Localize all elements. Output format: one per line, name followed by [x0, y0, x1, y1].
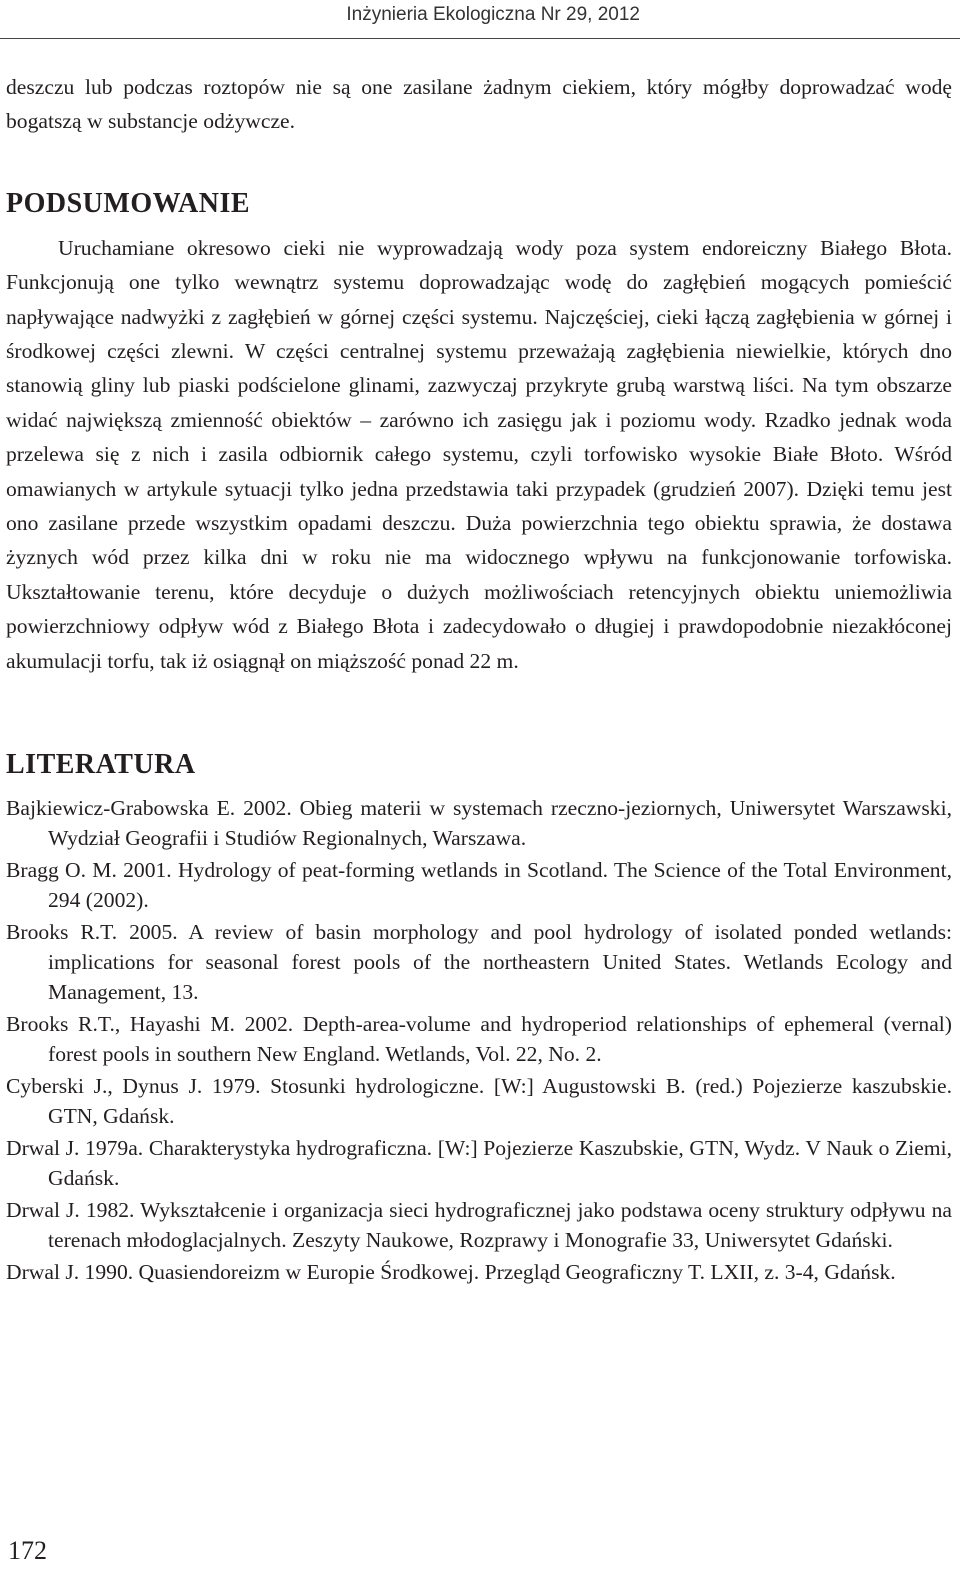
- intro-paragraph: deszczu lub podczas roztopów nie są one zasilane żadnym ciekiem, który mógłby doprowadzać wodę bogatszą w substancje odżywcze.: [6, 75, 952, 134]
- summary-paragraph: Uruchamiane okresowo cieki nie wyprowadzają wody poza system endoreiczny Białego Błota. Funkcjonują one tylko wewnątrz systemu doprowadzając wodę do zagłębień mogących pomieścić napływające nadwyżki z zagłębień w górnej części systemu. Najczęściej, cieki łączą zagłębienia w górnej i środkowej części zlewni. W części centralnej systemu przeważają zagłębienia niewielkie, których dno stanowią gliny lub piaski podścielone glinami, zazwyczaj przykryte grubą warstwą liści. Na tym obszarze widać największą zmienność obiektów – zarówno ich zasięgu jak i poziomu wody. Rzadko jednak woda przelewa się z nich i zasila odbiornik całego systemu, czyli torfowisko wysokie Białe Błoto. Wśród omawianych w artykule sytuacji tylko jedna przedstawia taki przypadek (grudzień 2007). Dzięki temu jest ono zasilane przede wszystkim opadami deszczu. Duża powierzchnia tego obiektu sprawia, że dostawa żyznych wód przez kilka dni w roku nie ma widocznego wpływu na funkcjonowanie torfowiska. Ukształtowanie terenu, które decyduje o dużych możliwościach retencyjnych obiektu uniemożliwia powierzchniowy odpływ wód z Białego Błota i zadecydowało o długiej i prawdopodobnie niezakłóconej akumulacji torfu, tak iż osiągnął on miąższość ponad 22 m.: [6, 235, 952, 673]
- reference-item: Drwal J. 1979a. Charakterystyka hydrograficzna. [W:] Pojezierze Kaszubskie, GTN, Wydz. V Nauk o Ziemi, Gdańsk.: [6, 1136, 952, 1191]
- journal-title: Inżynieria Ekologiczna Nr 29, 2012: [346, 4, 640, 25]
- literature-heading: LITERATURA: [6, 749, 196, 781]
- reference-item: Drwal J. 1990. Quasiendoreizm w Europie Środkowej. Przegląd Geograficzny T. LXII, z. 3-4, Gdańsk.: [6, 1260, 896, 1285]
- reference-item: Brooks R.T. 2005. A review of basin morphology and pool hydrology of isolated ponded wetlands: implications for seasonal forest pools of the northeastern United States. Wetlands Ecology and Management, 13.: [6, 920, 952, 1005]
- page-content: [6, 70, 952, 1289]
- reference-item: Drwal J. 1982. Wykształcenie i organizacja sieci hydrograficznej jako podstawa oceny struktury odpływu na terenach młodoglacjalnych. Zeszyty Naukowe, Rozprawy i Monografie 33, Uniwersytet Gdański.: [6, 1198, 952, 1253]
- reference-item: Cyberski J., Dynus J. 1979. Stosunki hydrologiczne. [W:] Augustowski B. (red.) Pojezierze kaszubskie. GTN, Gdańsk.: [6, 1074, 952, 1129]
- page-number: 172: [8, 1536, 47, 1565]
- summary-heading: PODSUMOWANIE: [6, 187, 251, 219]
- running-header: [0, 0, 960, 39]
- reference-list: [6, 793, 952, 1287]
- reference-item: Brooks R.T., Hayashi M. 2002. Depth-area-volume and hydroperiod relationships of ephemeral (vernal) forest pools in southern New England. Wetlands, Vol. 22, No. 2.: [6, 1012, 952, 1067]
- reference-item: Bragg O. M. 2001. Hydrology of peat-forming wetlands in Scotland. The Science of the Total Environment, 294 (2002).: [6, 858, 952, 913]
- reference-item: Bajkiewicz-Grabowska E. 2002. Obieg materii w systemach rzeczno-jeziornych, Uniwersytet Warszawski, Wydział Geografii i Studiów Regionalnych, Warszawa.: [6, 796, 952, 851]
